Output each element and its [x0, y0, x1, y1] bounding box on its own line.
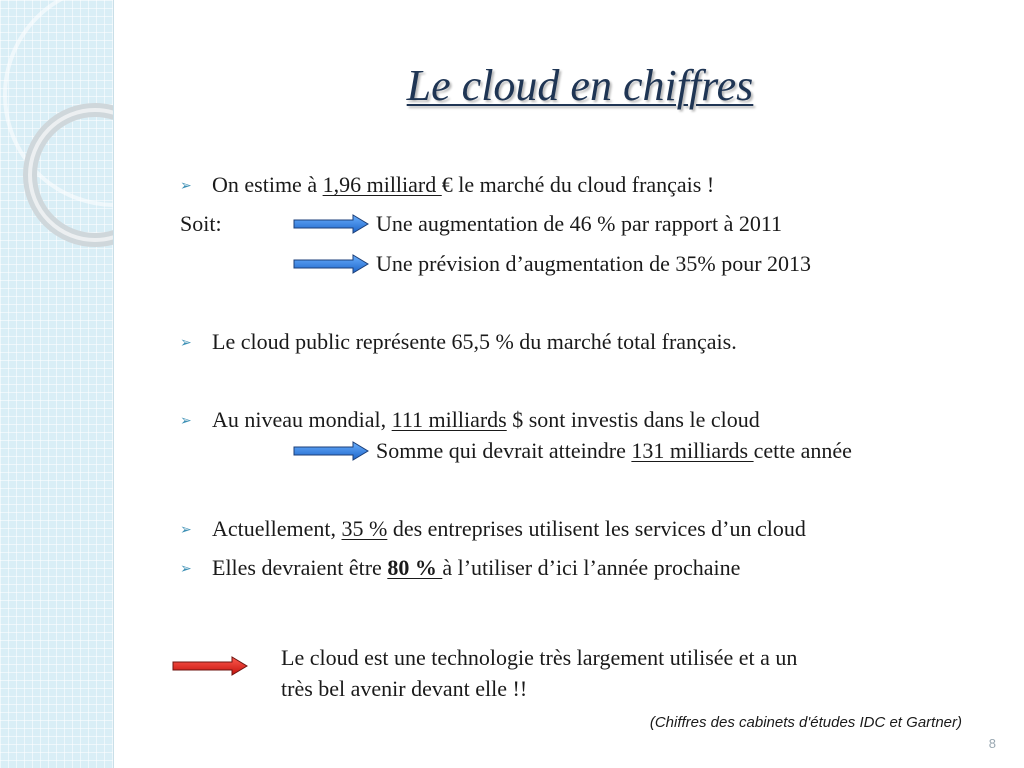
chevron-bullet-icon: ➢ [180, 413, 192, 429]
chevron-bullet-icon: ➢ [180, 522, 192, 538]
sidebar-rings-decoration [0, 0, 113, 768]
slide-title: Le cloud en chiffres [406, 61, 754, 110]
bullet-public-cloud: Le cloud public représente 65,5 % du marché total français. [212, 329, 737, 354]
text-segment: Somme qui devrait atteindre [376, 438, 632, 463]
blue-right-arrow-icon [293, 214, 369, 234]
text-segment: Actuellement, [212, 516, 342, 541]
bold-underlined-figure: 80 % [387, 555, 443, 580]
underlined-figure: 35 % [341, 516, 388, 541]
bullet-worldwide [212, 407, 760, 433]
text-segment: des entreprises utilisent les services d’un cloud [387, 516, 806, 541]
soit-label: Soit: [180, 211, 222, 236]
text-segment: à l’utiliser d’ici l’année prochaine [442, 555, 741, 580]
source-citation: (Chiffres des cabinets d'études IDC et Gartner) [649, 714, 962, 731]
chevron-bullet-icon: ➢ [180, 561, 192, 577]
blue-right-arrow-icon [293, 441, 369, 461]
text-segment: $ sont investis dans le cloud [506, 407, 760, 432]
chevron-bullet-icon: ➢ [180, 178, 192, 194]
chevron-bullet-icon: ➢ [180, 335, 192, 351]
worldwide-projection [376, 438, 852, 464]
bullet-current-adoption [212, 516, 806, 542]
page-number: 8 [988, 736, 996, 751]
bullet-future-adoption [212, 555, 740, 581]
blue-right-arrow-icon [293, 254, 369, 274]
underlined-figure: 131 milliards [631, 438, 754, 463]
decorative-sidebar [0, 0, 114, 768]
forecast-line: Une prévision d’augmentation de 35% pour 2013 [376, 251, 812, 276]
text-segment: cette année [753, 438, 852, 463]
conclusion-line-2: très bel avenir devant elle !! [281, 676, 528, 701]
text-segment: Elles devraient être [212, 555, 388, 580]
conclusion-line-1: Le cloud est une technologie très largement utilisée et a un [281, 645, 798, 670]
underlined-figure: 1,96 milliard [322, 172, 442, 197]
underlined-figure: 111 milliards [391, 407, 507, 432]
text-segment: Au niveau mondial, [212, 407, 392, 432]
text-segment: € le marché du cloud français ! [441, 172, 715, 197]
red-right-arrow-icon [172, 656, 248, 676]
text-segment: On estime à [212, 172, 323, 197]
increase-line: Une augmentation de 46 % par rapport à 2011 [376, 211, 783, 236]
bullet-market-estimate [212, 172, 714, 198]
